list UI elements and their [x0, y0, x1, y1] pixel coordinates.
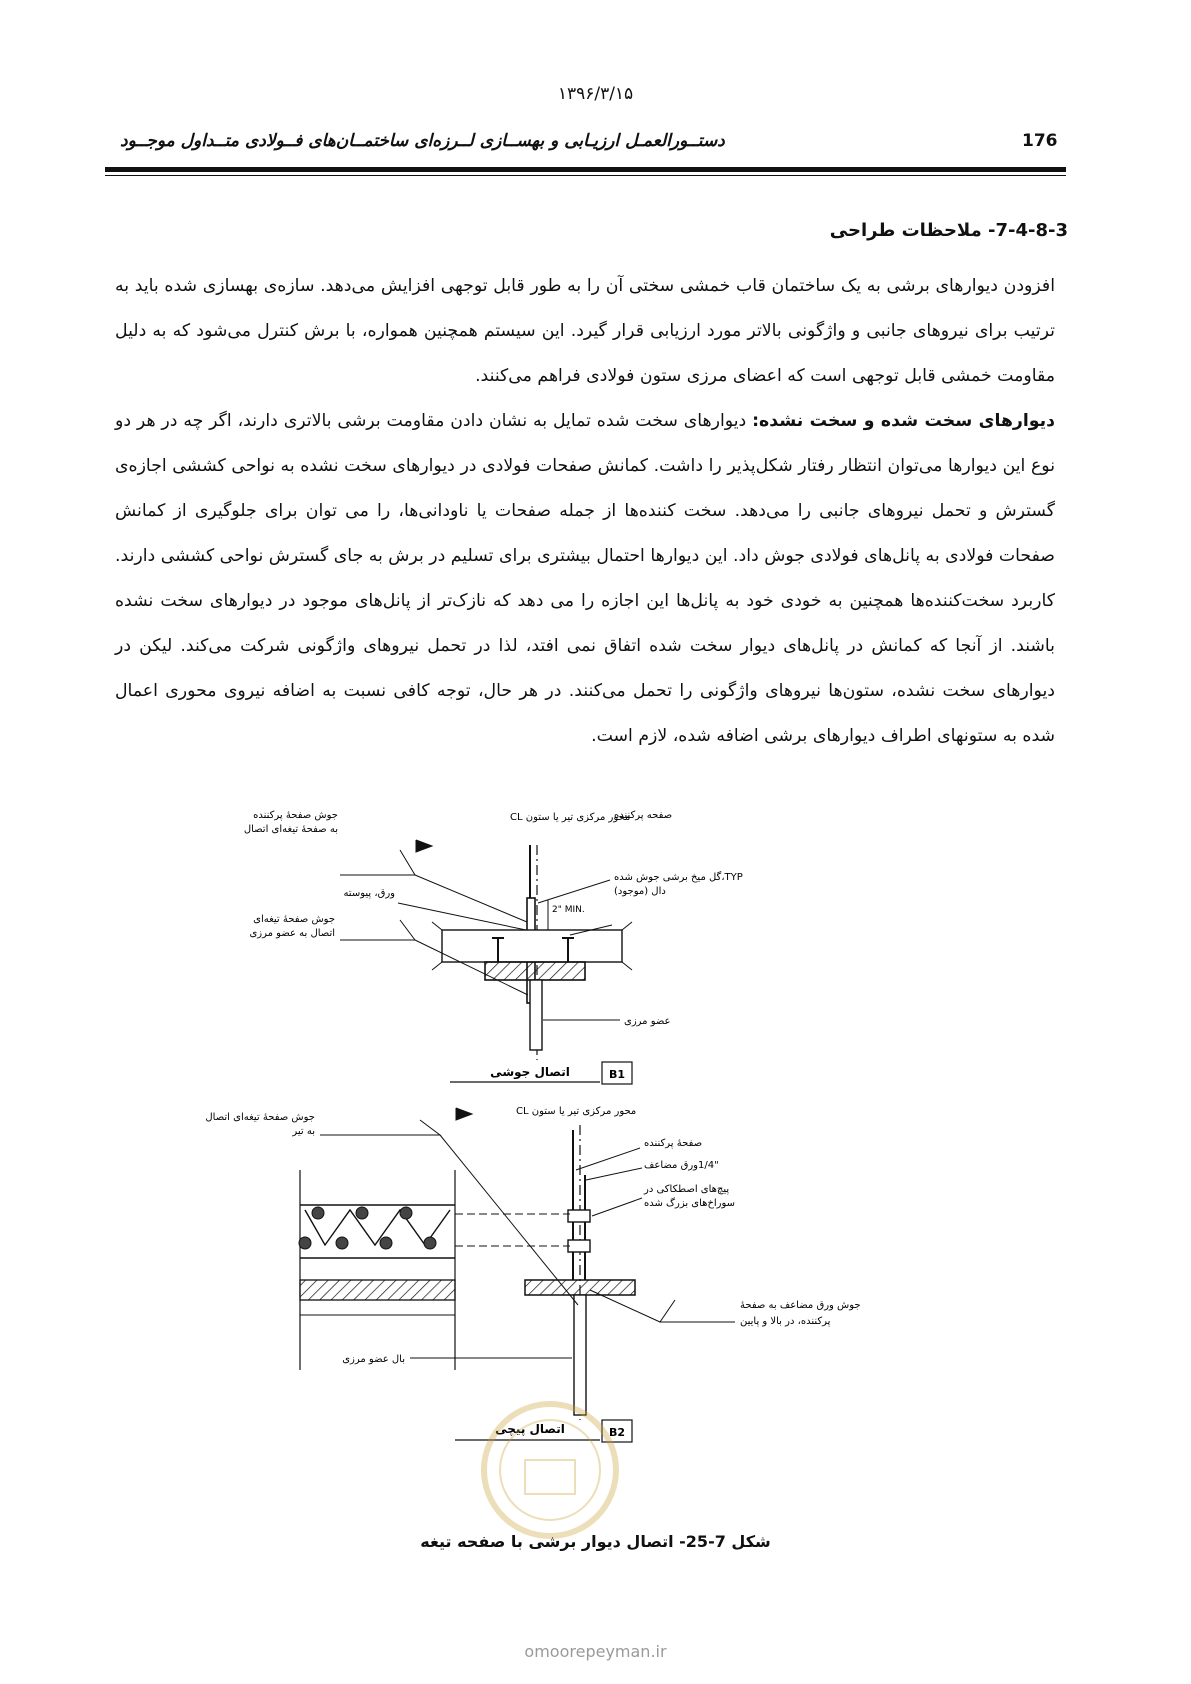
b2-label-weld-blade-2: به تیر	[292, 1126, 315, 1137]
b1-tag: B1	[608, 1068, 626, 1081]
b2-label-filler-plate: صفحهٔ پرکننده	[644, 1138, 703, 1149]
b1-label-stud: گل میخ برشی جوش شده،TYP	[614, 872, 743, 883]
figure-caption: شکل 7-25- اتصال دیوار برشی با صفحه تیغه	[420, 1532, 771, 1551]
b1-label-slab: دال (موجود)	[614, 886, 666, 897]
paragraph-2	[115, 399, 1055, 759]
b1-title: اتصال جوشی	[490, 1065, 570, 1079]
body-text	[115, 264, 1055, 759]
shear-wall-connection-figure	[205, 810, 920, 1530]
b1-label-weld-filler-2: به صفحهٔ تیغه‌ای اتصال	[243, 824, 338, 835]
b1-label-weld-blade-2: اتصال به عضو مرزی	[249, 928, 335, 939]
b1-label-weld-blade: جوش صفحهٔ تیغه‌ای	[253, 914, 335, 925]
section-heading: 7-4-8-3- ملاحظات طراحی	[829, 220, 1068, 241]
detail-b1	[244, 810, 743, 1084]
b1-label-sheet: ورق، پیوسته	[343, 888, 395, 899]
detail-b2	[205, 1106, 860, 1442]
header-date: ۱۳۹۶/۳/۱۵	[557, 84, 634, 104]
paragraph-2-lead: دیوارهای سخت شده و سخت نشده:	[752, 411, 1055, 431]
b2-tag: B2	[608, 1426, 626, 1439]
b1-label-filler-plate: صفحه پرکننده	[614, 810, 673, 821]
paragraph-1: افزودن دیوارهای برشی به یک ساختمان قاب خمشی سختی آن را به طور قابل توجهی افزایش می‌دهد. سازه‌ی بهسازی شده باید به ترتیب برای نیروهای جانبی و واژگونی بالاتر مورد ارزیابی قرار گیرد. این سیستم همچنین همواره، با برش کنترل می‌شود که به دلیل مقاومت خمشی قابل توجهی است که اعضای مرزی ستون فولادی فراهم می‌کنند.	[115, 276, 1055, 386]
b1-label-weld-filler: جوش صفحهٔ پرکننده	[253, 810, 338, 821]
b2-label-weld-double: جوش ورق مضاعف به صفحهٔ	[740, 1300, 861, 1311]
b2-label-bolts: پیچ‌های اصطکاکی در	[644, 1184, 730, 1195]
b2-label-double-plate: ورق مضاعف	[644, 1160, 698, 1171]
b1-label-boundary: عضو مرزی	[624, 1016, 671, 1027]
b2-label-flange: بال عضو مرزی	[342, 1354, 405, 1365]
b2-label-bolts-2: سوراخ‌های بزرگ شده	[644, 1198, 736, 1209]
b1-min-label: 2" MIN.	[552, 905, 585, 915]
b1-label-cl: CL محور مرکزی تیر یا ستون	[510, 812, 631, 823]
page-number: 176	[1022, 131, 1058, 151]
paragraph-2-text: دیوارهای سخت شده تمایل به نشان دادن مقاومت برشی بالاتری دارند، اگر چه در هر دو نوع این دیوارها می‌توان انتظار رفتار شکل‌پذیر را داشت. کمانش صفحات فولادی در دیوارهای سخت نشده به نواحی کششی اجازه‌ی گسترش و تحمل نیروهای جانبی را می‌دهد. سخت کننده‌ها از جمله صفحات یا ناودانی‌ها، را می توان برای جلوگیری از کمانش صفحات فولادی به پانل‌های فولادی جوش داد. این دیوارها احتمال بیشتری برای تسلیم در برش به جای گسترش نواحی کششی دارند. کاربرد سخت‌کننده‌ها همچنین به خودی خود به پانل‌ها این اجازه را می دهد که نازک‌تر از پانل‌های موجود در دیوارهای سخت نشده باشند. از آنجا که کمانش در پانل‌های دیوار سخت شده اتفاق نمی افتد، لذا در تحمل نیروهای واژگونی شرکت می‌کند. لیکن در دیوارهای سخت نشده، ستون‌ها نیروهای واژگونی را تحمل می‌کنند. در هر حال، توجه کافی نسبت به اضافه نیروی محوری اعمال شده به ستونهای اطراف دیوارهای برشی اضافه شده، لازم است.	[115, 411, 1055, 746]
header-rule-thin	[105, 175, 1066, 176]
b2-label-weld-double-2: پرکننده، در بالا و پایین	[740, 1316, 831, 1327]
footer-watermark: omoorepeyman.ir	[524, 1642, 667, 1661]
b2-title: اتصال پیچی	[495, 1422, 565, 1436]
b2-label-weld-blade: جوش صفحهٔ تیغه‌ای اتصال	[205, 1112, 315, 1123]
b2-label-fraction: 1/4"	[698, 1160, 719, 1171]
header-rule	[105, 167, 1066, 172]
header-title: دستــورالعمـل ارزیـابی و بهســازی لــرزه‌ای ساختمــان‌های فــولادی متــداول موجــود	[120, 131, 725, 151]
b2-label-cl: CL محور مرکزی تیر یا ستون	[516, 1106, 637, 1117]
